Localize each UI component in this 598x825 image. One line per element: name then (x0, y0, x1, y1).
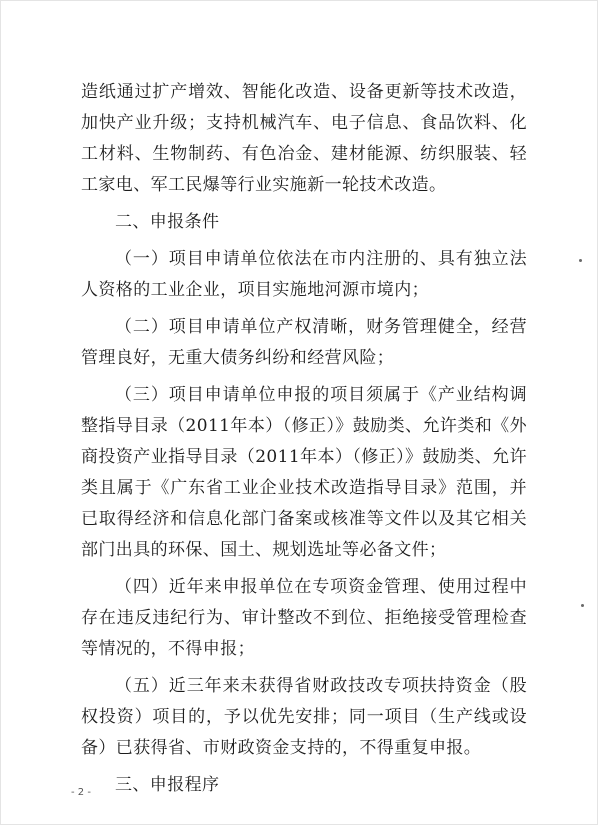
section-heading-conditions: 二、申报条件 (115, 212, 220, 232)
condition-item-2: （二）项目申请单位产权清晰，财务管理健全，经营管理良好，无重大债务纠纷和经营风险； (81, 317, 527, 368)
scan-speck (581, 604, 584, 607)
section-heading-procedure: 三、申报程序 (115, 775, 220, 795)
condition-item-5: （五）近三年来未获得省财政技改专项扶持资金（股权投资）项目的，予以优先安排；同一项目（生产线或设备）已获得省、市财政资金支持的，不得重复申报。 (81, 676, 527, 758)
condition-item-4: （四）近年来申报单位在专项资金管理、使用过程中存在违反违纪行为、审计整改不到位、拒绝接受管理检查等情况的，不得申报； (81, 577, 527, 659)
page-number: - 2 - (71, 787, 91, 798)
document-body (81, 77, 527, 801)
condition-item-1: （一）项目申请单位依法在市内注册的、具有独立法人资格的工业企业，项目实施地河源市境内； (81, 249, 527, 300)
scan-speck (579, 259, 582, 262)
paragraph-continuation: 造纸通过扩产增效、智能化改造、设备更新等技术改造，加快产业升级；支持机械汽车、电子信息、食品饮料、化工材料、生物制药、有色冶金、建材能源、纺织服装、轻工家电、军工民爆等行业实施新一轮技术改造。 (81, 82, 527, 195)
condition-item-3: （三）项目申请单位申报的项目须属于《产业结构调整指导目录（2011年本）（修正）》鼓励类、允许类和《外商投资产业指导目录（2011年本）（修正）》鼓励类、允许类且属于《广东省工业企业技术改造指导目录》范围，并已取得经济和信息化部门备案或核准等文件以及其它相关部门出具的环保、国土、规划选址等必备文件； (81, 385, 527, 560)
